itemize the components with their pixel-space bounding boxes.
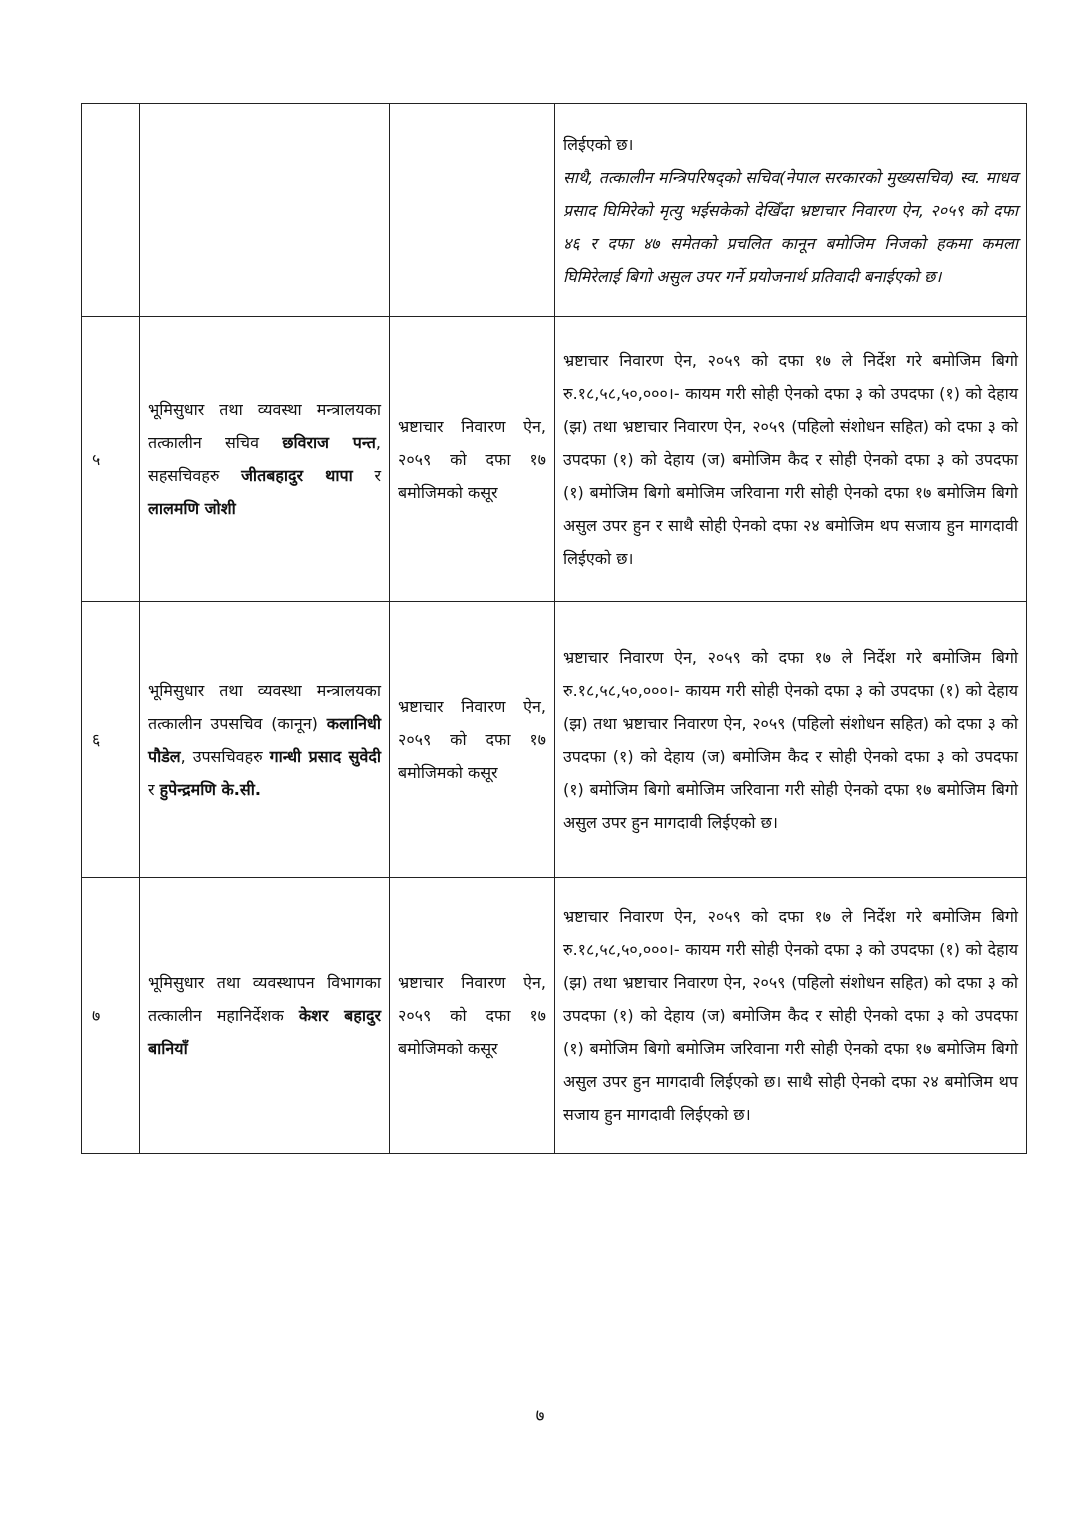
claim-cell (555, 104, 1027, 317)
defendant-text: र (352, 466, 381, 485)
charge-cell: भ्रष्टाचार निवारण ऐन, २०५९ को दफा १७ बमोजिमको कसूर (390, 602, 555, 878)
defendant-text: भूमिसुधार तथा व्यवस्था मन्त्रालयका तत्कालीन सचिव (148, 400, 381, 452)
table-row (82, 317, 1027, 602)
case-table (81, 103, 1027, 1154)
defendant-text: , सहसचिवहरु (148, 433, 381, 485)
defendant-cell (140, 878, 390, 1154)
claim-text: लिईएको छ। (563, 134, 634, 154)
charge-cell: भ्रष्टाचार निवारण ऐन, २०५९ को दफा १७ बमोजिमको कसूर (390, 878, 555, 1154)
defendant-text: भूमिसुधार तथा व्यवस्थापन विभागका तत्कालीन महानिर्देशक (148, 973, 381, 1025)
defendant-name: हुपेन्द्रमणि के.सी. (159, 779, 261, 799)
defendant-name: जीतबहादुर थापा (241, 466, 353, 485)
defendant-name: केशर बहादुर बानियाँ (148, 1006, 381, 1058)
defendant-text: , उपसचिवहरु (180, 746, 270, 766)
table-row (82, 104, 1027, 317)
page-number: ७ (535, 1406, 545, 1426)
charge-cell: भ्रष्टाचार निवारण ऐन, २०५९ को दफा १७ बमोजिमको कसूर (390, 317, 555, 602)
defendant-name: छविराज पन्त (282, 433, 376, 452)
claim-note: साथै, तत्कालीन मन्त्रिपरिषद्को सचिव(नेपाल सरकारको मुख्यसचिव) स्व. माधव प्रसाद घिमिरेको मृत्यु भईसकेको देखिँदा भ्रष्टाचार निवारण ऐन, २०५९ को दफा ४६ र दफा ४७ समेतको प्रचलित कानून बमोजिम निजको हकमा कमला घिमिरेलाई बिगो असुल उपर गर्ने प्रयोजनार्थ प्रतिवादी बनाईएको छ। (563, 167, 1018, 286)
claim-cell: भ्रष्टाचार निवारण ऐन, २०५९ को दफा १७ ले निर्देश गरे बमोजिम बिगो रु.१८,५८,५०,०००।- कायम गरी सोही ऐनको दफा ३ को उपदफा (१) को देहाय (झ) तथा भ्रष्टाचार निवारण ऐन, २०५९ (पहिलो संशोधन सहित) को दफा ३ को उपदफा (१) को देहाय (ज) बमोजिम कैद र सोही ऐनको दफा ३ को उपदफा (१) बमोजिम बिगो बमोजिम जरिवाना गरी सोही ऐनको दफा १७ बमोजिम बिगो असुल उपर हुन मागदावी लिईएको छ। साथै सोही ऐनको दफा २४ बमोजिम थप सजाय हुन मागदावी लिईएको छ। (555, 878, 1027, 1154)
serial-number-cell: ६ (82, 602, 140, 878)
serial-number-cell: ५ (82, 317, 140, 602)
defendant-name: लालमणि जोशी (148, 499, 236, 518)
table-row (82, 602, 1027, 878)
serial-number-cell: ७ (82, 878, 140, 1154)
defendant-text: भूमिसुधार तथा व्यवस्था मन्त्रालयका तत्कालीन उपसचिव (कानून) (148, 680, 381, 733)
defendant-cell (140, 602, 390, 878)
table-row (82, 878, 1027, 1154)
defendant-cell (140, 317, 390, 602)
charge-cell (390, 104, 555, 317)
claim-cell: भ्रष्टाचार निवारण ऐन, २०५९ को दफा १७ ले निर्देश गरे बमोजिम बिगो रु.१८,५८,५०,०००।- कायम गरी सोही ऐनको दफा ३ को उपदफा (१) को देहाय (झ) तथा भ्रष्टाचार निवारण ऐन, २०५९ (पहिलो संशोधन सहित) को दफा ३ को उपदफा (१) को देहाय (ज) बमोजिम कैद र सोही ऐनको दफा ३ को उपदफा (१) बमोजिम बिगो बमोजिम जरिवाना गरी सोही ऐनको दफा १७ बमोजिम बिगो असुल उपर हुन र साथै सोही ऐनको दफा २४ बमोजिम थप सजाय हुन मागदावी लिईएको छ। (555, 317, 1027, 602)
defendant-text: र (148, 779, 160, 799)
defendant-cell (140, 104, 390, 317)
defendant-name: गान्धी प्रसाद सुवेदी (269, 746, 381, 766)
serial-number-cell (82, 104, 140, 317)
claim-cell: भ्रष्टाचार निवारण ऐन, २०५९ को दफा १७ ले निर्देश गरे बमोजिम बिगो रु.१८,५८,५०,०००।- कायम गरी सोही ऐनको दफा ३ को उपदफा (१) को देहाय (झ) तथा भ्रष्टाचार निवारण ऐन, २०५९ (पहिलो संशोधन सहित) को दफा ३ को उपदफा (१) को देहाय (ज) बमोजिम कैद र सोही ऐनको दफा ३ को उपदफा (१) बमोजिम बिगो बमोजिम जरिवाना गरी सोही ऐनको दफा १७ बमोजिम बिगो असुल उपर हुन मागदावी लिईएको छ। (555, 602, 1027, 878)
defendant-name: कलानिधी पौडेल (148, 713, 381, 766)
